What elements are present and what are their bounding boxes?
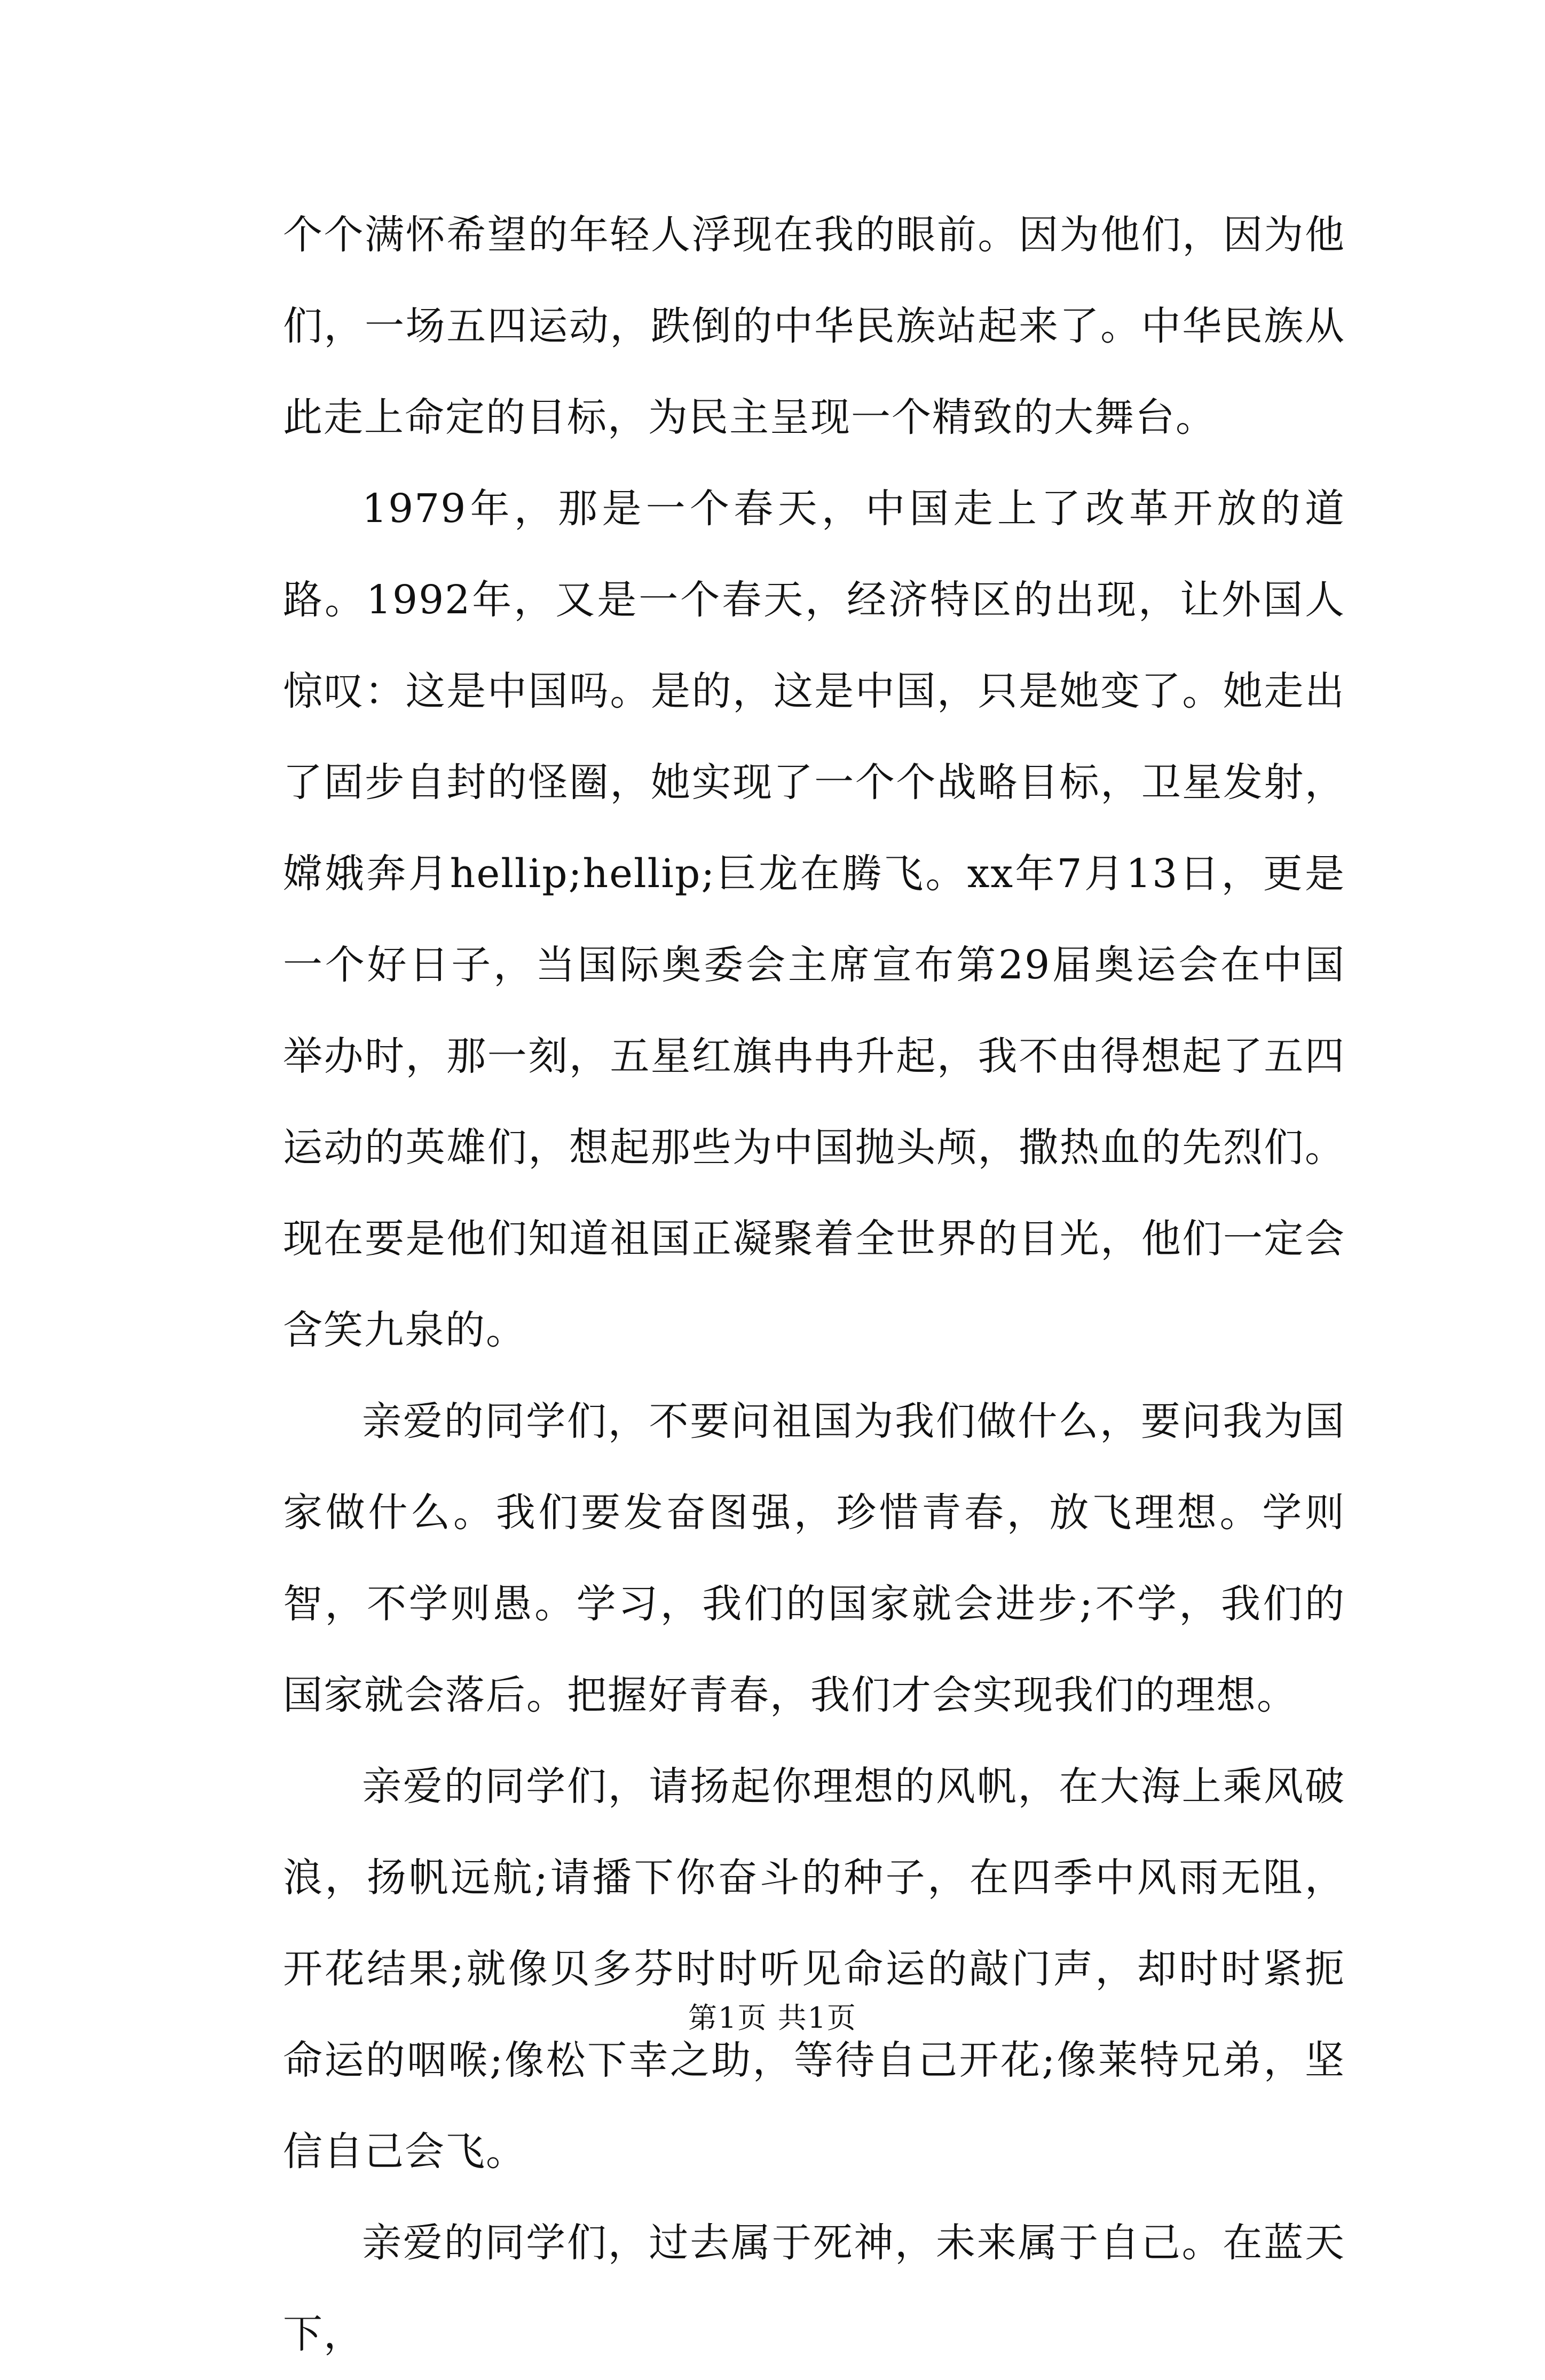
paragraph-1: 个个满怀希望的年轻人浮现在我的眼前。因为他们，因为他们，一场五四运动，跌倒的中华民族站起来了。中华民族从此走上命定的目标，为民主呈现一个精致的大舞台。	[283, 212, 1345, 440]
paragraph-3: 亲爱的同学们，不要问祖国为我们做什么，要问我为国家做什么。我们要发奋图强，珍惜青春，放飞理想。学则智，不学则愚。学习，我们的国家就会进步;不学，我们的国家就会落后。把握好青春，我们才会实现我们的理想。	[283, 1398, 1345, 1718]
paragraph-5: 亲爱的同学们，过去属于死神，未来属于自己。在蓝天下，	[283, 2220, 1345, 2357]
paragraph-4: 亲爱的同学们，请扬起你理想的风帆，在大海上乘风破浪，扬帆远航;请播下你奋斗的种子，在四季中风雨无阻，开花结果;就像贝多芬时时听见命运的敲门声，却时时紧扼命运的咽喉;像松下幸之助，等待自己开花;像莱特兄弟，坚信自己会飞。	[283, 1764, 1345, 2175]
page-footer: 第1页 共1页	[688, 2001, 857, 2035]
paragraph-2: 1979年，那是一个春天，中国走上了改革开放的道路。1992年，又是一个春天，经济特区的出现，让外国人惊叹：这是中国吗。是的，这是中国，只是她变了。她走出了固步自封的怪圈，她实现了一个个战略目标，卫星发射，嫦娥奔月hellip;hellip;巨龙在腾飞。xx年7月13日，更是一个好日子，当国际奥委会主席宣布第29届奥运会在中国举办时，那一刻，五星红旗冉冉升起，我不由得想起了五四运动的英雄们，想起那些为中国抛头颅，撒热血的先烈们。现在要是他们知道祖国正凝聚着全世界的目光，他们一定会含笑九泉的。	[283, 486, 1345, 1353]
document-body	[283, 189, 1345, 2380]
